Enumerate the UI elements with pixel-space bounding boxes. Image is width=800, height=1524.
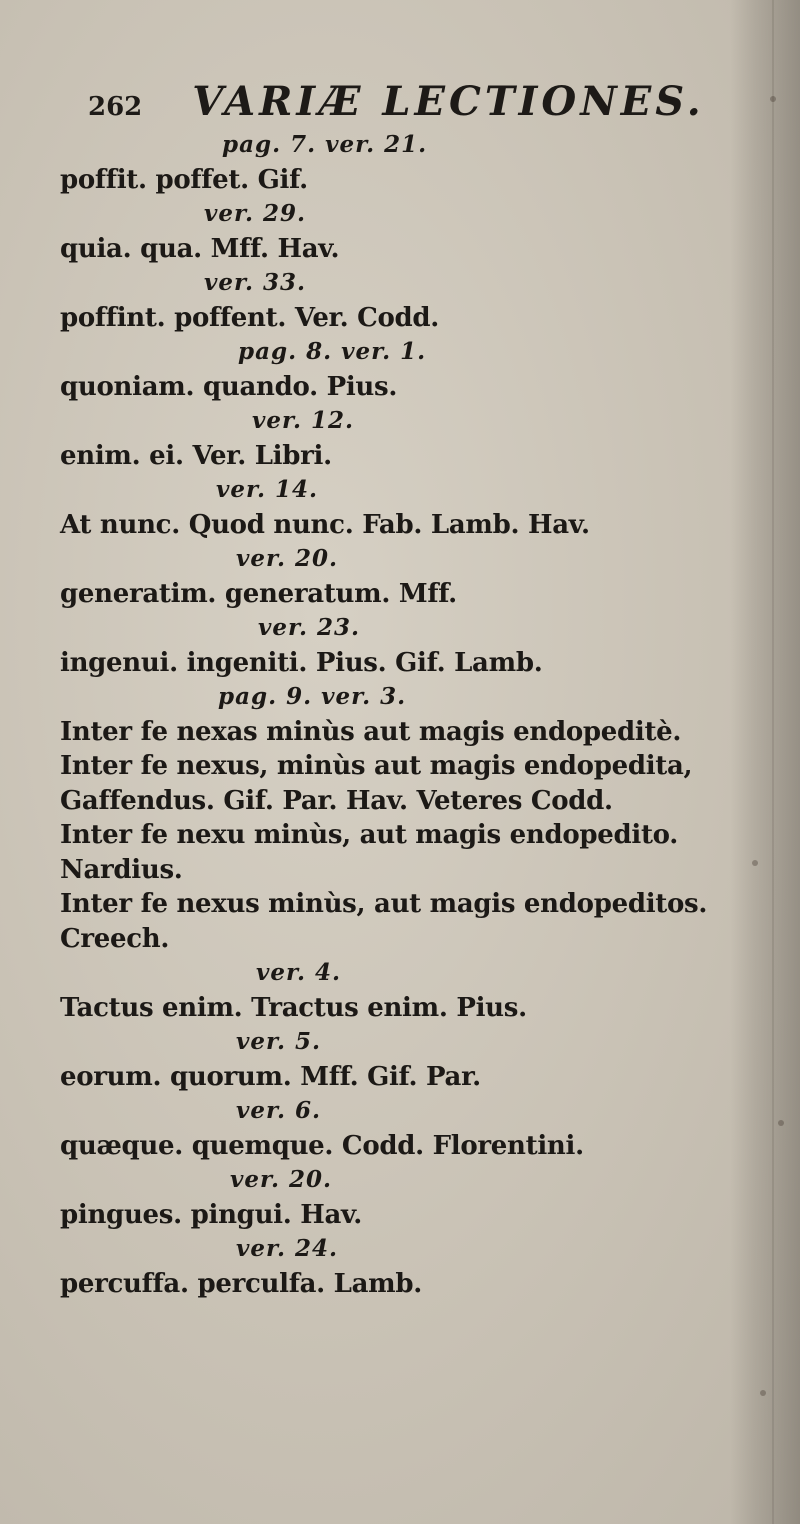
variant-entry: quoniam. quando. Pius. — [60, 371, 398, 402]
running-title: VARIÆ LECTIONES. — [192, 78, 705, 125]
variant-entry: quia. qua. Mff. Hav. — [60, 233, 340, 264]
variant-entry: Nardius. — [60, 854, 183, 885]
variant-entry: Inter fe nexus minùs, aut magis endopeditos. — [60, 889, 708, 919]
variant-entry: pingues. pingui. Hav. — [60, 1199, 363, 1230]
page-speck — [752, 860, 758, 866]
variant-readings-list — [60, 128, 708, 1301]
variant-entry: poffit. poffet. Gif. — [60, 164, 308, 195]
verse-reference: pag. 8. ver. 1. — [238, 338, 427, 365]
verse-reference: ver. 20. — [236, 545, 339, 572]
variant-entry: enim. ei. Ver. Libri. — [60, 440, 332, 471]
verse-reference: ver. 5. — [236, 1028, 322, 1055]
page-speck — [770, 96, 776, 102]
verse-reference: ver. 23. — [258, 614, 361, 641]
variant-entry: Inter fe nexu minùs, aut magis endopedito. — [60, 820, 678, 850]
variant-entry: quæque. quemque. Codd. Florentini. — [60, 1130, 584, 1161]
verse-reference: pag. 7. ver. 21. — [222, 131, 428, 158]
verse-reference: ver. 14. — [216, 476, 319, 503]
verse-reference: ver. 12. — [252, 407, 355, 434]
variant-entry: At nunc. Quod nunc. Fab. Lamb. Hav. — [60, 509, 590, 540]
running-header — [88, 78, 705, 125]
variant-entry: Inter fe nexas minùs aut magis endopeditè. — [60, 716, 682, 747]
variant-entry: percuffa. perculfa. Lamb. — [60, 1268, 423, 1299]
variant-entry: eorum. quorum. Mff. Gif. Par. — [60, 1061, 481, 1092]
verse-reference: ver. 6. — [236, 1097, 322, 1124]
variant-entry: poffint. poffent. Ver. Codd. — [60, 302, 440, 333]
verse-reference: ver. 33. — [204, 269, 307, 296]
verse-reference: ver. 24. — [236, 1235, 339, 1262]
variant-entry: Inter fe nexus, minùs aut magis endopedita, — [60, 751, 693, 781]
variant-entry: Tactus enim. Tractus enim. Pius. — [60, 992, 527, 1023]
verse-reference: pag. 9. ver. 3. — [218, 683, 407, 710]
variant-entry: Creech. — [60, 923, 170, 954]
verse-reference: ver. 20. — [230, 1166, 333, 1193]
page-number: 262 — [88, 92, 143, 122]
verse-reference: ver. 29. — [204, 200, 307, 227]
page-speck — [760, 1390, 766, 1396]
page-edge-shadow — [730, 0, 800, 1524]
variant-entry: ingenui. ingeniti. Pius. Gif. Lamb. — [60, 647, 543, 678]
verse-reference: ver. 4. — [256, 959, 342, 986]
variant-entry: Gaffendus. Gif. Par. Hav. Veteres Codd. — [60, 785, 613, 816]
page-speck — [778, 1120, 784, 1126]
variant-entry: generatim. generatum. Mff. — [60, 578, 457, 609]
